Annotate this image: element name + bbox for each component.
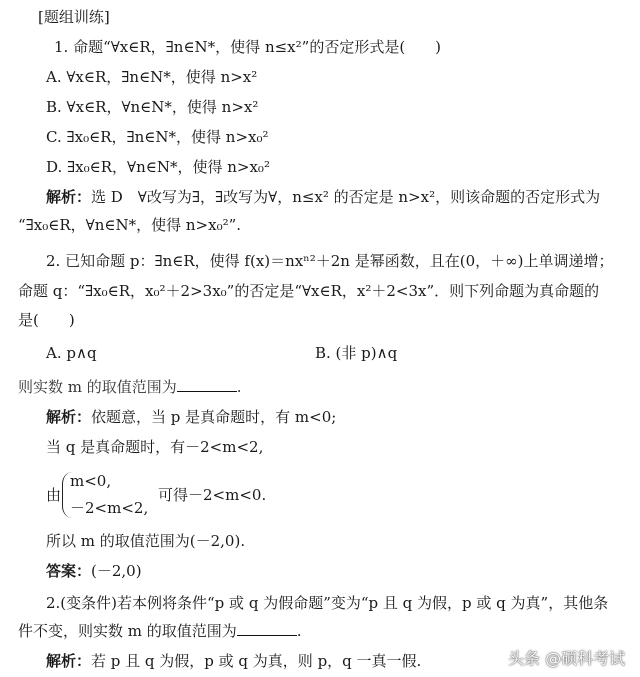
system-top-condition: m<0,: [70, 472, 112, 490]
answer-value: (－2,0): [91, 562, 142, 580]
solution-1-continued: “∃x₀∈R，∀n∈N*，使得 n>x₀²”.: [18, 216, 242, 234]
solution-1: [46, 186, 600, 208]
solution-2-line-4: 所以 m 的取值范围为(－2,0).: [46, 532, 246, 550]
question-1-option-d: D. ∃x₀∈R，∀n∈N*，使得 n>x₀²: [46, 158, 270, 176]
answer-blank: [177, 377, 237, 392]
question-1-option-a: A. ∀x∈R，∃n∈N*，使得 n>x²: [46, 68, 258, 86]
variant-period: .: [296, 622, 302, 640]
section-heading: [题组训练]: [38, 8, 110, 26]
solution-2-text: 依题意，当 p 是真命题时，有 m<0;: [91, 408, 337, 426]
variant-question-line-1: 2.(变条件)若本例将条件“p 或 q 为假命题”变为“p 且 q 为假，p 或 q 为真”，其他条: [46, 594, 609, 612]
question-2-option-b: B. (非 p)∧q: [315, 344, 398, 362]
cut-off-line: [18, 376, 242, 398]
cut-off-text: 则实数 m 的取值范围为: [18, 378, 177, 396]
variant-answer-blank: [237, 621, 297, 636]
solution-1-text: 选 D ∀改写为∃，∃改写为∀，n≤x² 的否定是 n>x²，则该命题的否定形式为: [91, 188, 601, 206]
answer-label: 答案：: [46, 562, 92, 580]
system-bottom-condition: －2<m<2,: [70, 499, 149, 517]
variant-question-line-2: [18, 620, 302, 642]
solution-2-line-2: 当 q 是真命题时，有－2<m<2,: [46, 438, 264, 456]
solution-3: [46, 650, 421, 672]
question-1-stem: 1. 命题“∀x∈R，∃n∈N*，使得 n≤x²”的否定形式是( ): [54, 38, 442, 56]
question-2-line-1: 2. 已知命题 p：∃n∈R，使得 f(x)＝nxⁿ²＋2n 是幂函数，且在(0，＋∞)上单调递增；: [46, 252, 614, 270]
solution-2-label: 解析：: [46, 408, 92, 426]
solution-2-line-1: [46, 406, 336, 428]
system-result: 可得－2<m<0.: [158, 486, 267, 504]
question-1-option-c: C. ∃x₀∈R，∃n∈N*，使得 n>x₀²: [46, 128, 269, 146]
solution-3-label: 解析：: [46, 652, 92, 670]
answer-line: [46, 560, 142, 582]
question-1-option-b: B. ∀x∈R，∀n∈N*，使得 n>x²: [46, 98, 259, 116]
solution-3-text: 若 p 且 q 为假，p 或 q 为真，则 p，q 一真一假.: [91, 652, 422, 670]
variant-question-text: 件不变，则实数 m 的取值范围为: [18, 622, 237, 640]
system-prefix: 由: [46, 486, 62, 504]
question-2-line-3: 是( ): [18, 311, 75, 329]
watermark: 头条 @硕科考试: [508, 649, 626, 668]
question-2-line-2: 命题 q：“∃x₀∈R，x₀²＋2>3x₀”的否定是“∀x∈R，x²＋2<3x”．则下列命题为真命题的: [18, 282, 600, 300]
cut-off-period: .: [236, 378, 242, 396]
solution-1-label: 解析：: [46, 188, 92, 206]
question-2-option-a: A. p∧q: [46, 344, 97, 362]
